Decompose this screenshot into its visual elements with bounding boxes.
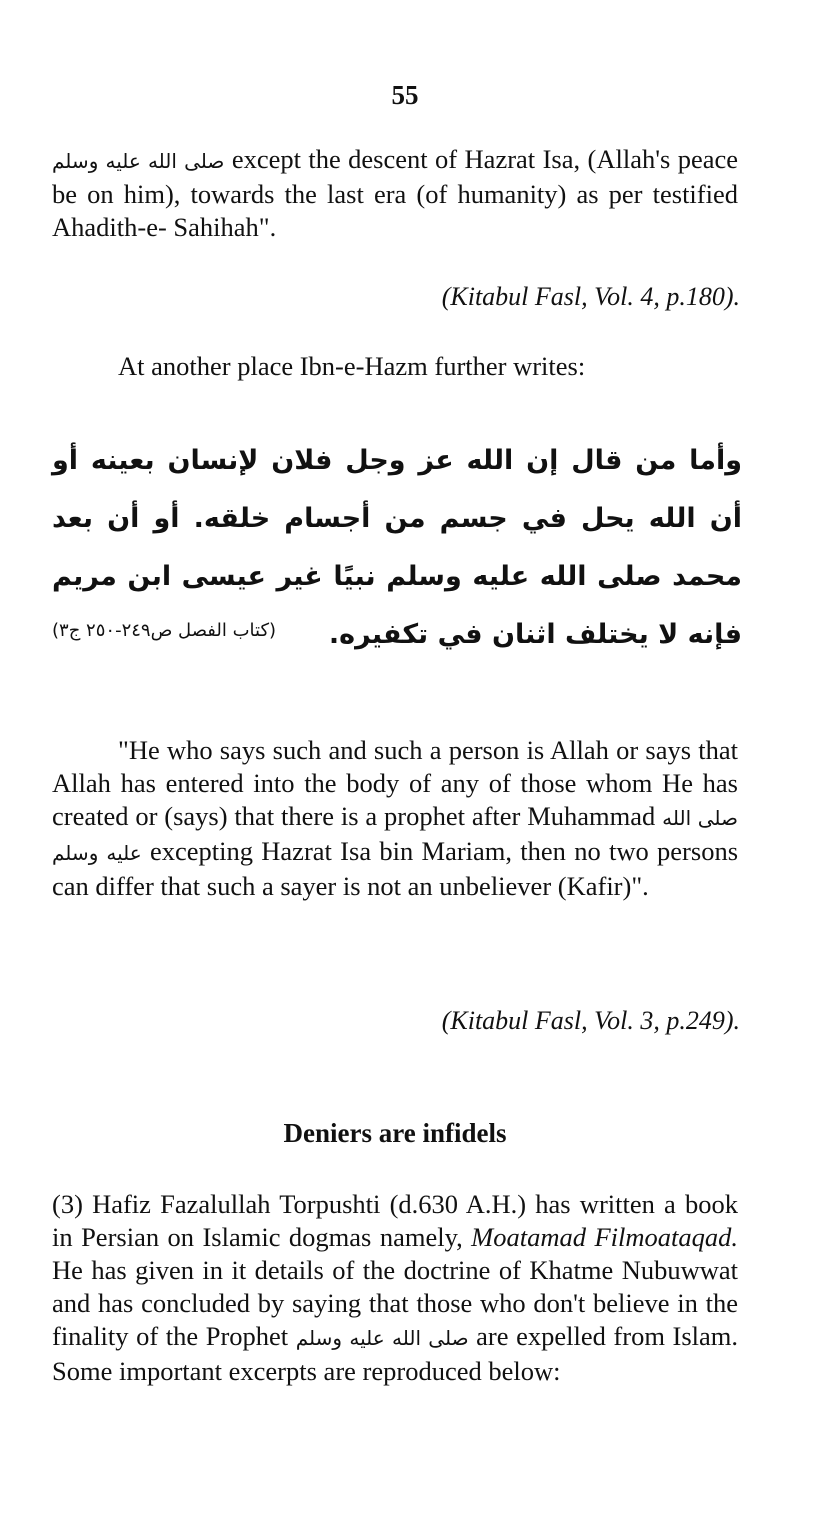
paragraph-1-text: except the descent of Hazrat Isa, (Allah's peace be on him), towards the last era (of humanity) as per testified Ahadith-e- Sahihah". <box>52 144 739 242</box>
paragraph-3-middle: He has given in it details of the doctrine of Khatme Nubuwwat and has concluded by saying that those who don't believe in the finality of the Prophet <box>52 1255 738 1351</box>
citation-2: (Kitabul Fasl, Vol. 3, p.249). <box>441 1006 740 1035</box>
arabic-quote: وأما من قال إن الله عز وجل فلان لإنسان بعينه أو أن الله يحل في جسم من أجسام خلقه. أو أن بعد محمد صلى الله عليه وسلم نبيًا غير عيسى ابن مريم فإنه لا يختلف اثنان في تكفيره. <box>52 445 742 650</box>
arabic-salutation: صلى الله عليه وسلم <box>295 1326 469 1350</box>
paragraph-3-after: are expelled from Islam. Some important excerpts are reproduced below: <box>52 1321 739 1386</box>
citation-1: (Kitabul Fasl, Vol. 4, p.180). <box>441 282 740 311</box>
paragraph-2 <box>52 734 738 903</box>
arabic-salutation: صلى الله عليه وسلم <box>52 149 225 173</box>
intro-2: At another place Ibn-e-Hazm further writes: <box>118 351 586 381</box>
arabic-reference: (كتاب الفصل ص٢٤٩-٢٥٠ ج٣) <box>52 620 277 641</box>
paragraph-3-before: (3) Hafiz Fazalullah Torpushti (d.630 A.H.) has written a book in Persian on Islamic dogmas namely, <box>52 1189 738 1252</box>
page-number: 55 <box>391 80 419 110</box>
paragraph-1 <box>52 143 738 244</box>
arabic-salutation: صلى الله عليه وسلم <box>52 806 739 865</box>
section-heading: Deniers are infidels <box>283 1118 507 1148</box>
paragraph-2-after: excepting Hazrat Isa bin Mariam, then no two persons can differ that such a sayer is not an unbeliever (Kafir)". <box>52 836 739 901</box>
book-title: Moatamad Filmoataqad. <box>471 1222 738 1252</box>
paragraph-3 <box>52 1188 738 1388</box>
paragraph-2-before: "He who says such and such a person is Allah or says that Allah has entered into the body of any of those whom He has created or (says) that there is a prophet after Muhammad <box>52 735 738 831</box>
